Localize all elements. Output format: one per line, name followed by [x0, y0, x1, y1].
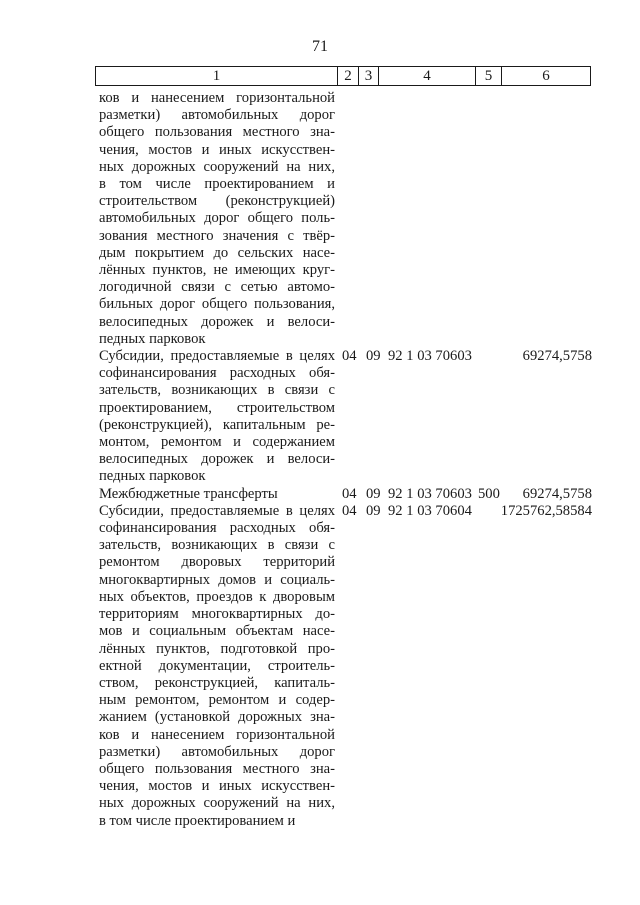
- description-line: зательств, возникающих в связи с: [99, 382, 335, 399]
- table-row: [0, 348, 640, 486]
- description-line: монтом, ремонтом и содержанием: [99, 434, 335, 451]
- table-row: [0, 486, 640, 503]
- description-line: дым покрытием до сельских насе-: [99, 244, 335, 261]
- header-col-4: 4: [379, 67, 476, 85]
- description-line: мов и социальным объектам насе-: [99, 623, 335, 640]
- header-col-3: 3: [359, 67, 379, 85]
- section-code: 04: [342, 348, 357, 365]
- description-line: (реконструкцией), капитальным ре-: [99, 416, 335, 433]
- description-line: ных объектов, проездов к дворовым: [99, 588, 335, 605]
- description-line: педных парковок: [99, 330, 206, 347]
- section-code: 04: [342, 485, 357, 502]
- description-line: зования местного значения с твёр-: [99, 227, 335, 244]
- description-line: ных дорожных сооружений на них,: [99, 795, 335, 812]
- description-line: софинансирования расходных обя-: [99, 365, 335, 382]
- description-line: ков и нанесением горизонтальной: [99, 90, 335, 106]
- description-line: в том числе проектированием и: [99, 812, 296, 829]
- header-col-2: 2: [338, 67, 359, 85]
- table-body: [0, 90, 640, 830]
- description-line: зательств, возникающих в связи с: [99, 537, 335, 554]
- description-line: общего пользования местного зна-: [99, 760, 335, 777]
- page-number: 71: [312, 38, 328, 55]
- description-line: разметки) автомобильных дорог: [99, 107, 335, 124]
- header-col-6: 6: [542, 68, 550, 84]
- description-line: ных дорожных сооружений на них,: [99, 158, 335, 175]
- row-description: [99, 503, 335, 830]
- description-line: софинансирования расходных обя-: [99, 520, 335, 537]
- subsection-code: 09: [366, 502, 381, 519]
- row-description: [99, 90, 335, 348]
- row-description: [99, 486, 335, 503]
- description-line: Межбюджетные трансферты: [99, 485, 278, 502]
- description-line: ремонтом дворовых территорий: [99, 554, 335, 571]
- description-line: территориям многоквартирных до-: [99, 606, 335, 623]
- description-line: чения, мостов и иных искусствен-: [99, 778, 335, 795]
- target-article-code: 92 1 03 70604: [388, 502, 472, 519]
- target-article-code: 92 1 03 70603: [388, 485, 472, 502]
- description-line: строительством (реконструкцией): [99, 193, 335, 210]
- section-code: 04: [342, 502, 357, 519]
- amount: 1725762,58584: [500, 502, 592, 519]
- target-article-code: 92 1 03 70603: [388, 348, 472, 365]
- table-header: [95, 66, 591, 86]
- description-line: Субсидии, предоставляемые в целях: [99, 502, 335, 519]
- description-line: многоквартирных домов и социаль-: [99, 571, 335, 588]
- description-line: бильных дорог общего пользования,: [99, 296, 335, 313]
- description-line: лённых пунктов, не имеющих круг-: [99, 262, 335, 279]
- header-col-5: 5: [476, 67, 502, 85]
- description-line: педных парковок: [99, 468, 206, 485]
- row-description: [99, 348, 335, 486]
- expense-type-code: 500: [478, 485, 500, 502]
- description-line: в том числе проектированием и: [99, 176, 335, 193]
- description-line: лённых пунктов, подготовкой про-: [99, 640, 335, 657]
- table-row: [0, 503, 640, 830]
- description-line: Субсидии, предоставляемые в целях: [99, 348, 335, 365]
- subsection-code: 09: [366, 348, 381, 365]
- description-line: ством, реконструкцией, капиталь-: [99, 674, 335, 691]
- description-line: велосипедных дорожек и велоси-: [99, 451, 335, 468]
- description-line: автомобильных дорог общего поль-: [99, 210, 335, 227]
- description-line: проектированием, строительством: [99, 399, 335, 416]
- amount: 69274,5758: [522, 348, 592, 365]
- subsection-code: 09: [366, 485, 381, 502]
- description-line: велосипедных дорожек и велоси-: [99, 313, 335, 330]
- header-col-1: 1: [96, 67, 338, 85]
- description-line: ным ремонтом, ремонтом и содер-: [99, 692, 335, 709]
- description-line: чения, мостов и иных искусствен-: [99, 141, 335, 158]
- description-line: ектной документации, строитель-: [99, 657, 335, 674]
- description-line: жанием (установкой дорожных зна-: [99, 709, 335, 726]
- table-row: [0, 90, 640, 348]
- amount: 69274,5758: [522, 485, 592, 502]
- description-line: разметки) автомобильных дорог: [99, 743, 335, 760]
- description-line: ков и нанесением горизонтальной: [99, 726, 335, 743]
- description-line: общего пользования местного зна-: [99, 124, 335, 141]
- description-line: логодичной связи с сетью автомо-: [99, 279, 335, 296]
